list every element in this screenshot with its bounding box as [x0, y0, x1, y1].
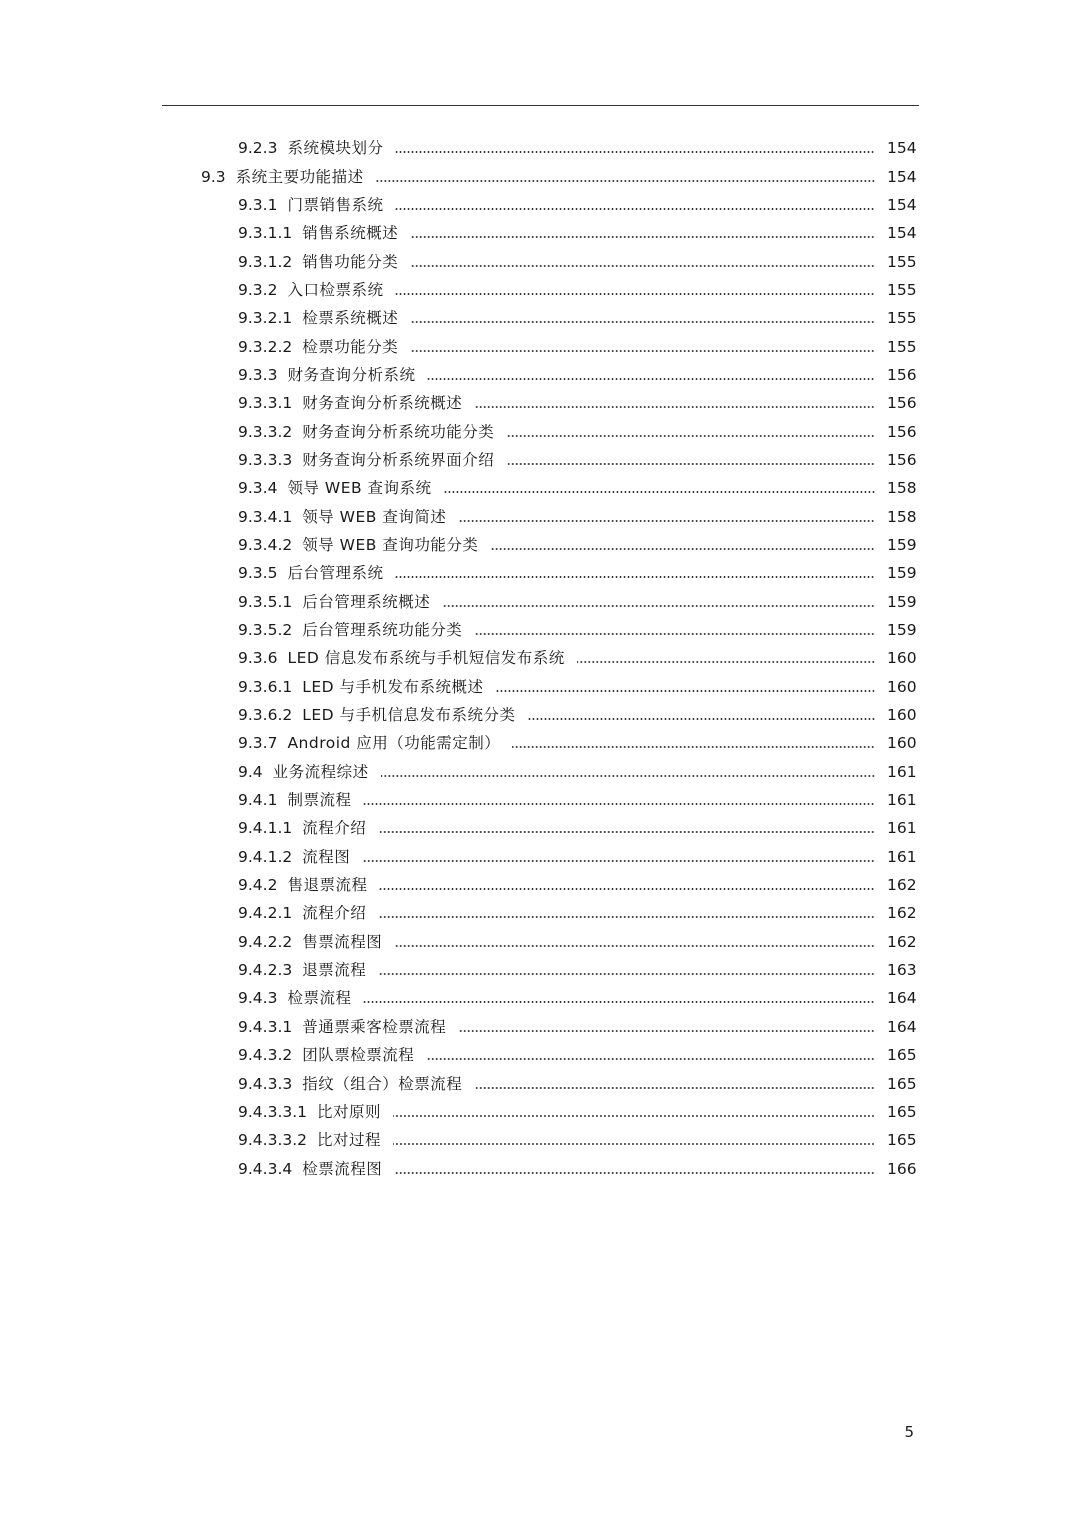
- toc-entry-title: LED 信息发布系统与手机短信发布系统: [287, 649, 565, 668]
- toc-entry-number: 9.3.2.2: [238, 337, 293, 356]
- toc-entry-number: 9.3.1.2: [238, 252, 293, 271]
- toc-entry[interactable]: [0, 1041, 1080, 1069]
- toc-entry-page: 154: [887, 139, 917, 158]
- toc-entry[interactable]: [0, 644, 1080, 672]
- toc-entry-page: 160: [887, 734, 917, 753]
- toc-dot-leader: [427, 378, 875, 380]
- toc-dot-leader: [474, 1087, 875, 1089]
- toc-entry[interactable]: [0, 701, 1080, 729]
- toc-entry[interactable]: [0, 616, 1080, 644]
- toc-entry-number: 9.4.2.2: [238, 932, 293, 951]
- toc-entry-page: 155: [887, 309, 917, 328]
- toc-entry[interactable]: [0, 588, 1080, 616]
- toc-entry-page: 156: [887, 450, 917, 469]
- toc-entry[interactable]: [0, 1154, 1080, 1182]
- toc-dot-leader: [376, 180, 875, 182]
- toc-dot-leader: [395, 576, 875, 578]
- toc-entry-number: 9.3.5: [238, 564, 278, 583]
- toc-entry[interactable]: [0, 843, 1080, 871]
- toc-entry[interactable]: [0, 247, 1080, 275]
- toc-dot-leader: [395, 151, 875, 153]
- toc-entry-title: 业务流程综述: [272, 762, 369, 781]
- toc-entry[interactable]: [0, 814, 1080, 842]
- toc-entry-number: 9.3.2: [238, 280, 278, 299]
- toc-entry-title: 后台管理系统: [287, 564, 384, 583]
- toc-entry-number: 9.3.5.1: [238, 592, 293, 611]
- toc-entry-number: 9.3.4: [238, 479, 278, 498]
- toc-entry-title: 系统模块划分: [287, 139, 384, 158]
- toc-entry-page: 162: [887, 876, 917, 895]
- toc-entry-number: 9.3.6.1: [238, 677, 293, 696]
- toc-entry-page: 158: [887, 479, 917, 498]
- toc-entry-page: 159: [887, 592, 917, 611]
- toc-entry-page: 159: [887, 621, 917, 640]
- toc-entry[interactable]: [0, 729, 1080, 757]
- toc-entry-title: 财务查询分析系统: [287, 365, 416, 384]
- toc-entry-number: 9.3.6.2: [238, 706, 293, 725]
- toc-entry-number: 9.3.2.1: [238, 309, 293, 328]
- toc-entry-number: 9.4.3.1: [238, 1017, 293, 1036]
- toc-entry-title: 检票功能分类: [302, 337, 399, 356]
- toc-dot-leader: [381, 775, 875, 777]
- toc-entry-number: 9.4.3: [238, 989, 278, 1008]
- toc-dot-leader: [458, 1030, 875, 1032]
- toc-entry-title: 比对原则: [317, 1102, 382, 1121]
- toc-entry-page: 162: [887, 904, 917, 923]
- toc-entry-page: 162: [887, 932, 917, 951]
- toc-dot-leader: [577, 661, 875, 663]
- toc-entry-page: 165: [887, 1046, 917, 1065]
- toc-dot-leader: [410, 350, 875, 352]
- toc-entry[interactable]: [0, 417, 1080, 445]
- toc-entry[interactable]: [0, 786, 1080, 814]
- toc-dot-leader: [363, 1001, 875, 1003]
- toc-entry-title: 退票流程: [302, 961, 367, 980]
- toc-dot-leader: [496, 690, 875, 692]
- toc-entry-title: 财务查询分析系统功能分类: [302, 422, 495, 441]
- toc-entry-page: 156: [887, 365, 917, 384]
- toc-entry-title: 售退票流程: [287, 876, 368, 895]
- toc-dot-leader: [378, 916, 875, 918]
- toc-dot-leader: [362, 860, 875, 862]
- toc-entry[interactable]: [0, 219, 1080, 247]
- toc-dot-leader: [410, 321, 875, 323]
- toc-entry-page: 165: [887, 1131, 917, 1150]
- toc-dot-leader: [394, 1172, 875, 1174]
- toc-entry-title: 入口检票系统: [287, 280, 384, 299]
- toc-dot-leader: [410, 265, 875, 267]
- toc-entry-page: 161: [887, 791, 917, 810]
- toc-entry-page: 155: [887, 337, 917, 356]
- toc-entry-number: 9.4.3.3.2: [238, 1131, 308, 1150]
- toc-entry[interactable]: [0, 984, 1080, 1012]
- toc-entry-page: 156: [887, 422, 917, 441]
- toc-entry[interactable]: [0, 389, 1080, 417]
- toc-dot-leader: [395, 208, 875, 210]
- toc-entry-page: 159: [887, 564, 917, 583]
- toc-entry[interactable]: [0, 162, 1080, 190]
- toc-entry-title: 售票流程图: [302, 932, 383, 951]
- toc-entry-page: 161: [887, 762, 917, 781]
- toc-entry-page: 154: [887, 195, 917, 214]
- toc-entry[interactable]: [0, 1013, 1080, 1041]
- toc-entry-number: 9.3.6: [238, 649, 278, 668]
- toc-dot-leader: [394, 945, 875, 947]
- toc-entry[interactable]: [0, 276, 1080, 304]
- toc-entry-title: 后台管理系统功能分类: [302, 621, 463, 640]
- toc-entry[interactable]: [0, 758, 1080, 786]
- toc-entry-page: 161: [887, 819, 917, 838]
- toc-entry-page: 164: [887, 1017, 917, 1036]
- toc-entry-number: 9.3.1.1: [238, 224, 293, 243]
- toc-entry-title: 比对过程: [317, 1131, 382, 1150]
- toc-entry[interactable]: [0, 304, 1080, 332]
- toc-entry-page: 160: [887, 649, 917, 668]
- toc-entry-title: 财务查询分析系统界面介绍: [302, 450, 495, 469]
- toc-entry-page: 155: [887, 252, 917, 271]
- toc-entry-number: 9.3.4.2: [238, 535, 293, 554]
- toc-dot-leader: [512, 746, 875, 748]
- table-of-contents: [0, 134, 1080, 1183]
- toc-entry-title: 普通票乘客检票流程: [302, 1017, 447, 1036]
- toc-entry-title: 检票流程: [287, 989, 352, 1008]
- toc-entry[interactable]: [0, 956, 1080, 984]
- toc-entry-title: Android 应用（功能需定制）: [287, 734, 501, 753]
- toc-entry[interactable]: [0, 361, 1080, 389]
- toc-entry-title: 财务查询分析系统概述: [302, 394, 463, 413]
- toc-dot-leader: [442, 605, 875, 607]
- toc-dot-leader: [378, 831, 875, 833]
- toc-entry-number: 9.4.3.3: [238, 1074, 293, 1093]
- toc-entry-number: 9.4.3.3.1: [238, 1102, 308, 1121]
- toc-entry[interactable]: [0, 871, 1080, 899]
- toc-dot-leader: [474, 633, 875, 635]
- toc-entry-number: 9.3.3: [238, 365, 278, 384]
- toc-entry[interactable]: [0, 191, 1080, 219]
- toc-dot-leader: [506, 435, 875, 437]
- toc-entry[interactable]: [0, 899, 1080, 927]
- toc-entry-number: 9.3.4.1: [238, 507, 293, 526]
- toc-entry-number: 9.3.3.3: [238, 450, 293, 469]
- toc-entry-page: 164: [887, 989, 917, 1008]
- toc-entry-title: 领导 WEB 查询功能分类: [302, 535, 479, 554]
- toc-entry-number: 9.3.7: [238, 734, 278, 753]
- toc-entry-number: 9.4.2.1: [238, 904, 293, 923]
- toc-entry-title: 流程介绍: [302, 904, 367, 923]
- toc-entry[interactable]: [0, 673, 1080, 701]
- toc-entry-number: 9.4.1: [238, 791, 278, 810]
- toc-entry-number: 9.4: [238, 762, 263, 781]
- toc-dot-leader: [506, 463, 875, 465]
- toc-entry-title: 制票流程: [287, 791, 352, 810]
- toc-entry[interactable]: [0, 559, 1080, 587]
- toc-entry[interactable]: [0, 1126, 1080, 1154]
- toc-entry-number: 9.3.1: [238, 195, 278, 214]
- toc-entry-page: 165: [887, 1074, 917, 1093]
- toc-entry-title: 团队票检票流程: [302, 1046, 415, 1065]
- toc-entry-page: 154: [887, 224, 917, 243]
- toc-dot-leader: [393, 1115, 875, 1117]
- toc-entry-title: 系统主要功能描述: [235, 167, 364, 186]
- toc-entry-title: 指纹（组合）检票流程: [302, 1074, 463, 1093]
- toc-entry-title: 领导 WEB 查询系统: [287, 479, 432, 498]
- toc-entry-title: LED 与手机信息发布系统分类: [302, 706, 516, 725]
- toc-entry-title: 后台管理系统概述: [302, 592, 431, 611]
- toc-entry-title: 流程介绍: [302, 819, 367, 838]
- toc-dot-leader: [363, 803, 875, 805]
- toc-dot-leader: [474, 406, 875, 408]
- toc-entry-page: 154: [887, 167, 917, 186]
- toc-entry-title: 领导 WEB 查询简述: [302, 507, 447, 526]
- toc-entry[interactable]: [0, 332, 1080, 360]
- toc-dot-leader: [490, 548, 875, 550]
- toc-entry-number: 9.4.1.2: [238, 847, 293, 866]
- toc-entry-number: 9.4.3.4: [238, 1159, 293, 1178]
- toc-entry-title: 检票流程图: [302, 1159, 383, 1178]
- toc-entry[interactable]: [0, 928, 1080, 956]
- header-rule: [162, 105, 919, 106]
- toc-entry-number: 9.3.3.1: [238, 394, 293, 413]
- toc-dot-leader: [379, 888, 875, 890]
- toc-entry-number: 9.4.2: [238, 876, 278, 895]
- toc-entry-page: 160: [887, 706, 917, 725]
- toc-entry[interactable]: [0, 531, 1080, 559]
- toc-entry-number: 9.4.1.1: [238, 819, 293, 838]
- toc-entry-number: 9.4.3.2: [238, 1046, 293, 1065]
- toc-entry[interactable]: [0, 446, 1080, 474]
- toc-dot-leader: [393, 1143, 875, 1145]
- toc-entry-page: 159: [887, 535, 917, 554]
- toc-entry-title: 门票销售系统: [287, 195, 384, 214]
- toc-entry-number: 9.3.5.2: [238, 621, 293, 640]
- toc-dot-leader: [378, 973, 875, 975]
- toc-dot-leader: [528, 718, 875, 720]
- toc-entry-page: 163: [887, 961, 917, 980]
- toc-dot-leader: [426, 1058, 875, 1060]
- toc-entry-number: 9.3: [201, 167, 226, 186]
- toc-dot-leader: [395, 293, 875, 295]
- toc-entry-page: 160: [887, 677, 917, 696]
- toc-dot-leader: [410, 236, 875, 238]
- page-number: 5: [904, 1423, 914, 1441]
- toc-entry-title: 检票系统概述: [302, 309, 399, 328]
- toc-entry-title: 销售功能分类: [302, 252, 399, 271]
- toc-entry[interactable]: [0, 1098, 1080, 1126]
- toc-entry[interactable]: [0, 502, 1080, 530]
- toc-entry[interactable]: [0, 1069, 1080, 1097]
- toc-entry-page: 166: [887, 1159, 917, 1178]
- toc-entry[interactable]: [0, 474, 1080, 502]
- toc-entry-number: 9.2.3: [238, 139, 278, 158]
- toc-entry-page: 161: [887, 847, 917, 866]
- toc-entry[interactable]: [0, 134, 1080, 162]
- toc-dot-leader: [458, 520, 875, 522]
- toc-entry-page: 156: [887, 394, 917, 413]
- toc-entry-page: 155: [887, 280, 917, 299]
- toc-entry-page: 165: [887, 1102, 917, 1121]
- toc-entry-number: 9.4.2.3: [238, 961, 293, 980]
- toc-entry-page: 158: [887, 507, 917, 526]
- toc-entry-number: 9.3.3.2: [238, 422, 293, 441]
- toc-entry-title: LED 与手机发布系统概述: [302, 677, 484, 696]
- toc-entry-title: 销售系统概述: [302, 224, 399, 243]
- toc-dot-leader: [444, 491, 875, 493]
- toc-entry-title: 流程图: [302, 847, 351, 866]
